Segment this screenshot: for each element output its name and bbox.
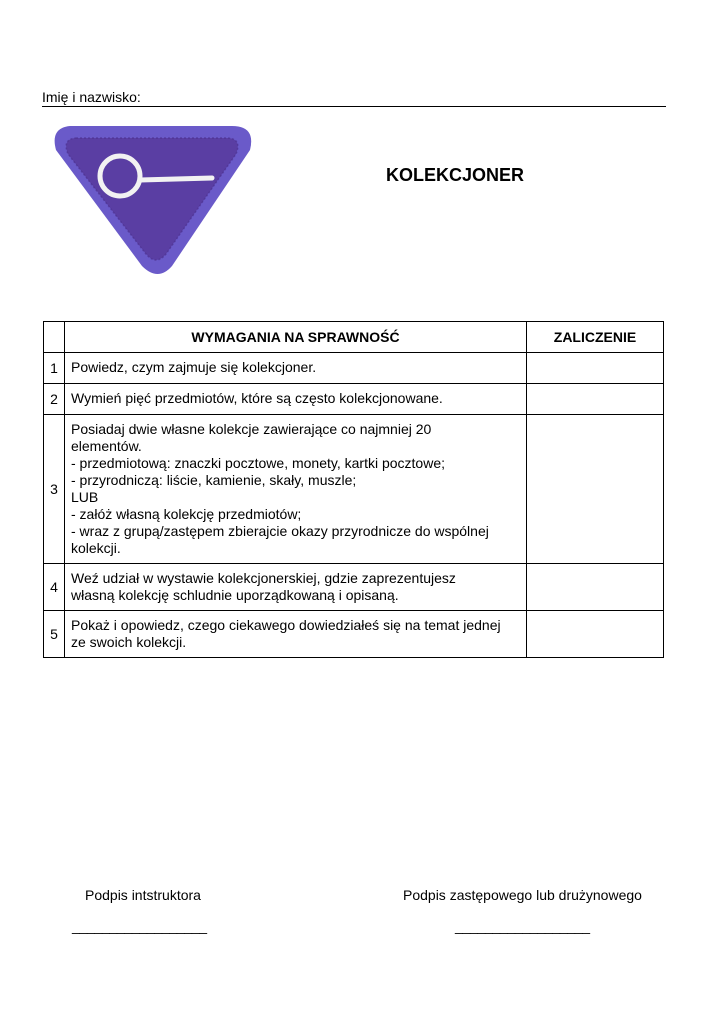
row-requirement (65, 415, 527, 564)
requirement-line: LUB (71, 489, 99, 505)
row-pass-cell[interactable] (527, 415, 664, 564)
table-row (44, 353, 664, 384)
row-number: 1 (44, 353, 65, 384)
requirement-line: Pokaż i opowiedz, czego ciekawego dowiedziałeś się na temat jednej (71, 617, 501, 633)
name-underline (42, 106, 666, 107)
table-row (44, 564, 664, 611)
requirement-line: Weź udział w wystawie kolekcjonerskiej, gdzie zaprezentujesz (71, 570, 456, 586)
header-requirements: WYMAGANIA NA SPRAWNOŚĆ (65, 322, 527, 353)
requirement-line: Powiedz, czym zajmuje się kolekcjoner. (71, 359, 317, 375)
row-pass-cell[interactable] (527, 564, 664, 611)
requirement-line: kolekcji. (71, 540, 121, 556)
requirement-line: Wymień pięć przedmiotów, które są często kolekcjonowane. (71, 390, 443, 406)
leader-signature-label: Podpis zastępowego lub drużynowego (403, 887, 642, 903)
header-pass: ZALICZENIE (527, 322, 664, 353)
page-title: KOLEKCJONER (386, 165, 525, 185)
row-number: 4 (44, 564, 65, 611)
requirement-line: - przedmiotową: znaczki pocztowe, monety, kartki pocztowe; (71, 455, 446, 471)
row-pass-cell[interactable] (527, 353, 664, 384)
instructor-signature-line[interactable]: __________________ (72, 918, 207, 934)
magnifier-badge-icon (42, 118, 270, 288)
row-requirement (65, 611, 527, 658)
row-number: 2 (44, 384, 65, 415)
requirements-table (43, 321, 664, 658)
requirement-line: - załóż własną kolekcję przedmiotów; (71, 506, 302, 522)
requirement-line: elementów. (71, 438, 142, 454)
name-label: Imię i nazwisko: (42, 89, 141, 105)
requirement-line: własną kolekcję schludnie uporządkowaną i opisaną. (71, 587, 399, 603)
table-row (44, 611, 664, 658)
requirement-line: ze swoich kolekcji. (71, 634, 187, 650)
row-pass-cell[interactable] (527, 384, 664, 415)
row-requirement (65, 353, 527, 384)
table-header-row (44, 322, 664, 353)
header-number-cell (44, 322, 65, 353)
instructor-signature-label: Podpis intstruktora (85, 887, 201, 903)
row-number: 5 (44, 611, 65, 658)
requirement-line: - wraz z grupą/zastępem zbierajcie okazy przyrodnicze do wspólnej (71, 523, 489, 539)
row-pass-cell[interactable] (527, 611, 664, 658)
row-requirement (65, 564, 527, 611)
table-row (44, 384, 664, 415)
row-requirement (65, 384, 527, 415)
requirement-line: Posiadaj dwie własne kolekcje zawierające co najmniej 20 (71, 421, 432, 437)
leader-signature-line[interactable]: __________________ (455, 918, 590, 934)
table-row (44, 415, 664, 564)
requirement-line: - przyrodniczą: liście, kamienie, skały, muszle; (71, 472, 357, 488)
row-number: 3 (44, 415, 65, 564)
